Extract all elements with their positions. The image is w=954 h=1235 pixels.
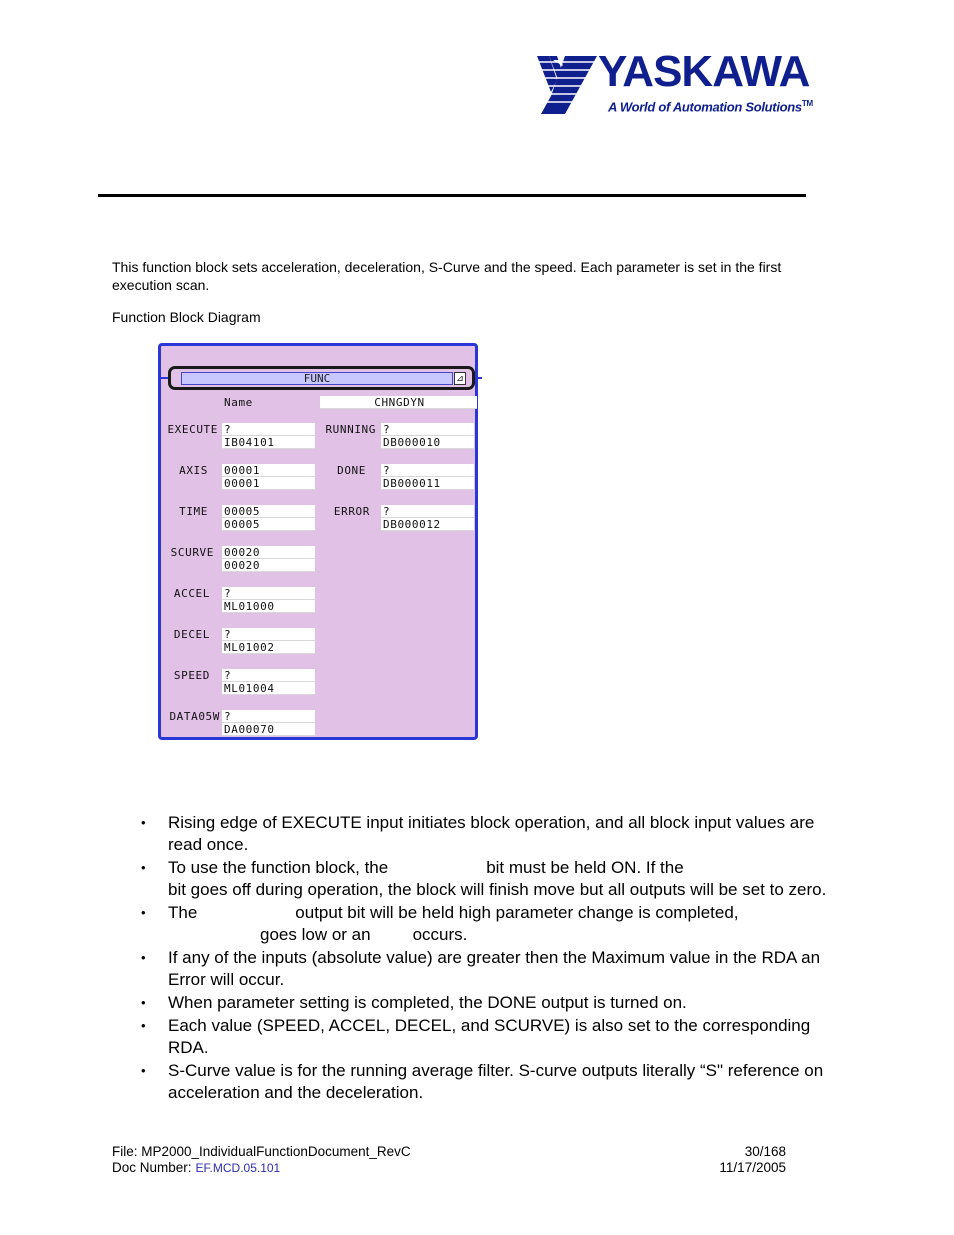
brand-name: YASKAWA xyxy=(598,47,810,96)
input-label-time: TIME xyxy=(179,505,208,518)
output-error-address[interactable]: DB000012 xyxy=(381,518,474,531)
footer-doc-number: Doc Number: EF.MCD.05.101 xyxy=(112,1160,281,1175)
list-item: • When parameter setting is completed, the DONE output is turned on. xyxy=(140,992,840,1014)
input-data05w-address[interactable]: DA00070 xyxy=(222,723,315,736)
header-rule xyxy=(98,194,806,197)
input-label-scurve: SCURVE xyxy=(170,546,214,559)
input-label-accel: ACCEL xyxy=(173,587,210,600)
trademark: TM xyxy=(801,99,813,108)
input-time-value[interactable]: 00005 xyxy=(222,505,315,518)
input-speed-address[interactable]: ML01004 xyxy=(222,682,315,695)
footer-date: 11/17/2005 xyxy=(719,1160,786,1175)
list-item: • If any of the inputs (absolute value) are greater then the Maximum value in the RDA an Error will occur. xyxy=(140,947,840,991)
intro-paragraph: This function block sets acceleration, deceleration, S-Curve and the speed. Each parameter is set in the first execution scan. xyxy=(112,259,782,293)
output-running-address[interactable]: DB000010 xyxy=(381,436,474,449)
input-accel-address[interactable]: ML01000 xyxy=(222,600,315,613)
input-decel-value[interactable]: ? xyxy=(222,628,315,641)
input-scurve-address[interactable]: 00020 xyxy=(222,559,315,572)
function-block-title[interactable]: FUNC xyxy=(181,372,453,385)
output-label-done: DONE xyxy=(337,464,366,477)
brand-tagline: A World of Automation Solutions™ xyxy=(608,99,813,115)
input-accel-value[interactable]: ? xyxy=(222,587,315,600)
name-value[interactable]: CHNGDYN xyxy=(320,396,477,409)
input-decel-address[interactable]: ML01002 xyxy=(222,641,315,654)
notes-list xyxy=(140,812,840,1105)
input-label-decel: DECEL xyxy=(173,628,210,641)
input-axis-address[interactable]: 00001 xyxy=(222,477,315,490)
input-execute-value[interactable]: ? xyxy=(222,423,315,436)
right-connector xyxy=(474,377,482,379)
list-item: • To use the function block, the bit must be held ON. If the bit goes off during operation, the block will finish move but all outputs will be set to zero. xyxy=(140,857,840,901)
input-execute-address[interactable]: IB04101 xyxy=(222,436,315,449)
input-time-address[interactable]: 00005 xyxy=(222,518,315,531)
yaskawa-logo-mark xyxy=(532,52,598,118)
output-label-error: ERROR xyxy=(333,505,370,518)
list-item: • S-Curve value is for the running average filter. S-curve outputs literally “S" reference on acceleration and the deceleration. xyxy=(140,1060,840,1104)
footer-page: 30/168 xyxy=(744,1144,786,1159)
input-label-speed: SPEED xyxy=(173,669,210,682)
input-scurve-value[interactable]: 00020 xyxy=(222,546,315,559)
input-data05w-value[interactable]: ? xyxy=(222,710,315,723)
input-label-data05w: DATA05W xyxy=(169,710,220,723)
output-done-value[interactable]: ? xyxy=(381,464,474,477)
left-connector xyxy=(160,377,168,379)
input-speed-value[interactable]: ? xyxy=(222,669,315,682)
footer-file: File: MP2000_IndividualFunctionDocument_RevC xyxy=(112,1144,411,1159)
input-label-execute: EXECUTE xyxy=(167,423,218,436)
collapse-icon[interactable]: ⊿ xyxy=(454,372,466,385)
name-label: Name xyxy=(224,396,253,409)
output-done-address[interactable]: DB000011 xyxy=(381,477,474,490)
list-item: • Rising edge of EXECUTE input initiates block operation, and all block input values are read once. xyxy=(140,812,840,856)
output-label-running: RUNNING xyxy=(325,423,376,436)
list-item: • The output bit will be held high parameter change is completed, goes low or an occurs. xyxy=(140,902,840,946)
input-label-axis: AXIS xyxy=(179,464,208,477)
output-error-value[interactable]: ? xyxy=(381,505,474,518)
diagram-caption: Function Block Diagram xyxy=(112,309,261,325)
list-item: • Each value (SPEED, ACCEL, DECEL, and SCURVE) is also set to the corresponding RDA. xyxy=(140,1015,840,1059)
output-running-value[interactable]: ? xyxy=(381,423,474,436)
input-axis-value[interactable]: 00001 xyxy=(222,464,315,477)
